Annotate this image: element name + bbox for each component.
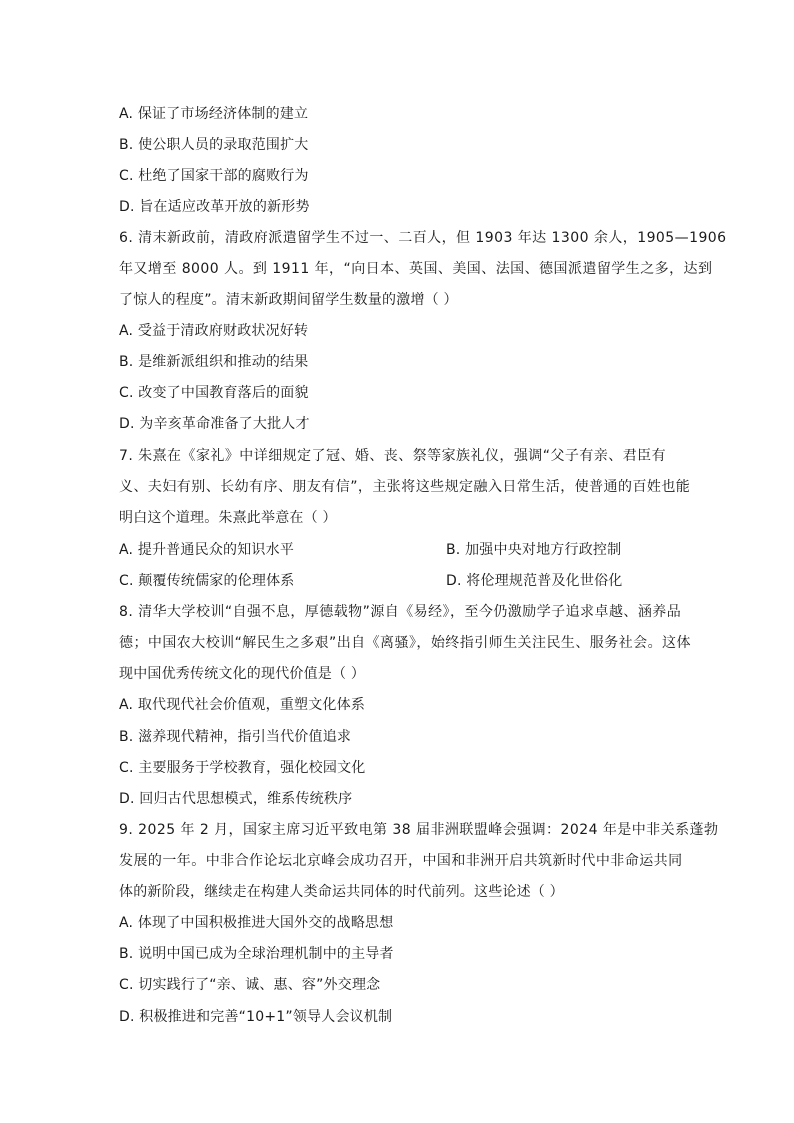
q7-stem-line-1: 7. 朱熹在《家礼》中详细规定了冠、婚、丧、祭等家族礼仪，强调“父子有亲、君臣有 <box>119 448 667 464</box>
q9-option-c: C. 切实践行了“亲、诚、惠、容”外交理念 <box>119 977 381 993</box>
q8-stem-line-1: 8. 清华大学校训“自强不息，厚德载物”源自《易经》，至今仍激励学子追求卓越、涵养品 <box>119 604 682 620</box>
q7-option-d: D. 将伦理规范普及化世俗化 <box>446 573 623 589</box>
q6-option-d: D. 为辛亥革命准备了大批人才 <box>119 416 310 432</box>
q7-option-c: C. 颠覆传统儒家的伦理体系 <box>119 573 295 589</box>
q5-option-d: D. 旨在适应改革开放的新形势 <box>119 199 310 215</box>
q6-stem-line-3: 了惊人的程度”。清末新政期间留学生数量的激增（ ） <box>119 292 458 308</box>
q9-stem-line-2: 发展的一年。中非合作论坛北京峰会成功召开，中国和非洲开启共筑新时代中非命运共同 <box>119 853 683 869</box>
q6-stem-line-2: 年又增至 8000 人。到 1911 年，“向日本、英国、美国、法国、德国派遣留学生之多，达到 <box>119 261 713 277</box>
q6-option-a: A. 受益于清政府财政状况好转 <box>119 323 309 339</box>
q5-option-c: C. 杜绝了国家干部的腐败行为 <box>119 168 309 184</box>
q7-stem-line-2: 义、夫妇有别、长幼有序、朋友有信”，主张将这些规定融入日常生活，使普通的百姓也能 <box>119 479 691 495</box>
q6-option-c: C. 改变了中国教育落后的面貌 <box>119 385 309 401</box>
q7-option-a: A. 提升普通民众的知识水平 <box>119 542 295 558</box>
q5-option-b: B. 使公职人员的录取范围扩大 <box>119 137 309 153</box>
q7-stem-line-3: 明白这个道理。朱熹此举意在（ ） <box>119 510 337 526</box>
q9-option-d: D. 积极推进和完善“10+1”领导人会议机制 <box>119 1009 393 1025</box>
q9-option-a: A. 体现了中国积极推进大国外交的战略思想 <box>119 915 394 931</box>
q9-stem-line-1: 9. 2025 年 2 月，国家主席习近平致电第 38 届非洲联盟峰会强调：2024 年是中非关系蓬勃 <box>119 822 719 838</box>
q9-stem-line-3: 体的新阶段，继续走在构建人类命运共同体的时代前列。这些论述（ ） <box>119 884 564 900</box>
q8-option-a: A. 取代现代社会价值观，重塑文化体系 <box>119 697 366 713</box>
q8-option-b: B. 滋养现代精神，指引当代价值追求 <box>119 729 352 745</box>
q9-option-b: B. 说明中国已成为全球治理机制中的主导者 <box>119 946 394 962</box>
q8-stem-line-2: 德；中国农大校训“解民生之多艰”出自《离骚》，始终指引师生关注民生、服务社会。这体 <box>119 635 691 651</box>
q5-option-a: A. 保证了市场经济体制的建立 <box>119 106 309 122</box>
q6-stem-line-1: 6. 清末新政前，清政府派遣留学生不过一、二百人，但 1903 年达 1300 余人，1905—1906 <box>119 230 727 246</box>
q8-option-c: C. 主要服务于学校教育，强化校园文化 <box>119 760 366 776</box>
q8-option-d: D. 回归古代思想模式，维系传统秩序 <box>119 791 353 807</box>
q6-option-b: B. 是维新派组织和推动的结果 <box>119 354 309 370</box>
q8-stem-line-3: 现中国优秀传统文化的现代价值是（ ） <box>119 666 366 682</box>
q7-option-b: B. 加强中央对地方行政控制 <box>446 542 622 558</box>
